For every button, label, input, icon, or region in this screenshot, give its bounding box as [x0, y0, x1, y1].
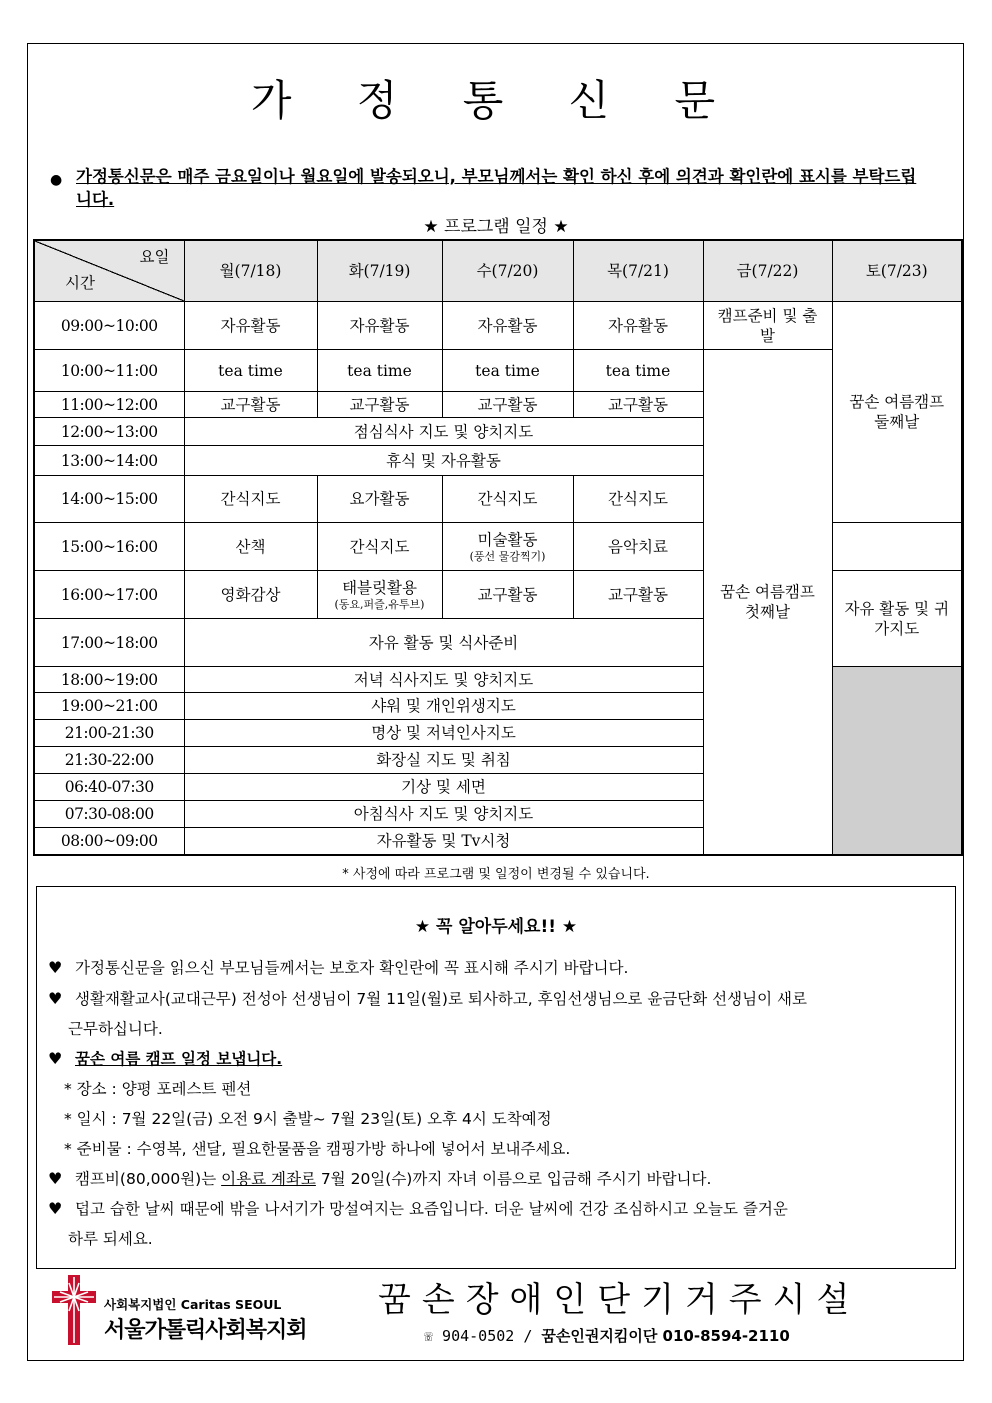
sat-empty-cell: [832, 523, 962, 571]
item-text: 덥고 습한 날씨 때문에 밖을 나서기가 망설여지는 요즘입니다. 더운 날씨에 건강 조심하시고 오늘도 즐거운: [75, 1200, 788, 1218]
time-cell: 21:30-22:00: [34, 747, 184, 774]
day-header: 목(7/21): [573, 240, 703, 302]
fee-text: 캠프비(80,000원)는: [75, 1170, 222, 1188]
activity-cell: 교구활동: [317, 392, 442, 418]
sat-camp-cell: 꿈손 여름캠프 둘째날: [832, 302, 962, 523]
activity-cell: 샤워 및 개인위생지도: [184, 693, 703, 720]
activity-cell: 간식지도: [442, 476, 573, 523]
day-header: 토(7/23): [832, 240, 962, 302]
activity-cell: 화장실 지도 및 취침: [184, 747, 703, 774]
schedule-title: ★ 프로그램 일정 ★: [423, 217, 569, 237]
contact-line: [424, 1325, 790, 1346]
gray-cell: [832, 667, 962, 855]
item-text: 생활재활교사(교대근무) 전성아 선생님이 7월 11일(월)로 퇴사하고, 후임선생님으로 윤금단화 선생님이 새로: [75, 990, 807, 1008]
heart-icon: ♥: [48, 958, 63, 977]
day-header: 금(7/22): [703, 240, 832, 302]
corner-time-label: 시간: [65, 274, 95, 292]
time-cell: 18:00~19:00: [34, 667, 184, 693]
list-item: [48, 1194, 948, 1254]
activity-cell: 자유활동: [317, 302, 442, 350]
heart-icon: ♥: [48, 989, 63, 1008]
activity-cell: 간식지도: [573, 476, 703, 523]
corner-day-label: 요일: [139, 248, 170, 266]
time-cell: 11:00~12:00: [34, 392, 184, 418]
fri-camp-cell: 꿈손 여름캠프 첫째날: [703, 350, 832, 855]
heart-icon: ♥: [48, 1049, 63, 1068]
activity-cell: 캠프준비 및 출발: [703, 302, 832, 350]
day-header: 수(7/20): [442, 240, 573, 302]
time-cell: 19:00~21:00: [34, 693, 184, 720]
activity-cell: 자유활동: [184, 302, 317, 350]
activity-cell: 자유활동: [573, 302, 703, 350]
time-cell: 09:00~10:00: [34, 302, 184, 350]
activity-cell: 간식지도: [317, 523, 442, 571]
activity-cell: 점심식사 지도 및 양치지도: [184, 418, 703, 446]
activity-cell: 산책: [184, 523, 317, 571]
time-cell: 15:00~16:00: [34, 523, 184, 571]
time-cell: 14:00~15:00: [34, 476, 184, 523]
camp-place: * 장소 : 양평 포레스트 펜션: [64, 1080, 252, 1098]
time-cell: 07:30-08:00: [34, 801, 184, 828]
activity-note: (풍선 물감찍기): [469, 549, 546, 563]
activity-cell: tea time: [573, 350, 703, 392]
schedule-table: [33, 239, 963, 856]
day-header: 월(7/18): [184, 240, 317, 302]
activity-cell: tea time: [184, 350, 317, 392]
activity-cell: 자유 활동 및 식사준비: [184, 619, 703, 667]
bullet-icon: ●: [50, 172, 63, 188]
item-text: 하루 되세요.: [68, 1230, 153, 1248]
activity-cell: 기상 및 세면: [184, 774, 703, 801]
time-cell: 13:00~14:00: [34, 446, 184, 476]
activity-cell: 교구활동: [573, 392, 703, 418]
activity-cell: 저녁 식사지도 및 양치지도: [184, 667, 703, 693]
fee-account: 이용료 계좌로: [221, 1170, 316, 1188]
time-cell: 06:40-07:30: [34, 774, 184, 801]
corner-cell: [34, 240, 184, 302]
activity-cell: 음악치료: [573, 523, 703, 571]
list-item: [48, 1164, 948, 1194]
time-cell: 16:00~17:00: [34, 571, 184, 619]
notice-list: [48, 953, 948, 1254]
activity-cell: 요가활동: [317, 476, 442, 523]
heart-icon: ♥: [48, 1199, 63, 1218]
activity-cell: 간식지도: [184, 476, 317, 523]
activity-cell: 교구활동: [442, 392, 573, 418]
page-title: 가 정 통 신 문: [250, 76, 742, 125]
caritas-logo: [52, 1273, 352, 1353]
activity-cell: 휴식 및 자유활동: [184, 446, 703, 476]
item-text: 가정통신문을 읽으신 부모님들께서는 보호자 확인란에 꼭 표시해 주시기 바랍니다.: [75, 959, 629, 977]
list-item: [48, 953, 948, 983]
sat-return-cell: 자유 활동 및 귀가지도: [832, 571, 962, 667]
activity-cell: 영화감상: [184, 571, 317, 619]
notice-box-title: ★ 꼭 알아두세요!! ★: [414, 917, 578, 937]
activity-cell: 자유활동: [442, 302, 573, 350]
activity-cell: 교구활동: [184, 392, 317, 418]
caritas-cross-icon: [52, 1275, 96, 1345]
list-item: [48, 1044, 948, 1164]
activity-cell: [442, 523, 573, 571]
activity-cell: tea time: [317, 350, 442, 392]
day-header: 화(7/19): [317, 240, 442, 302]
time-cell: 21:00-21:30: [34, 720, 184, 747]
rights-contact: 꿈손인권지킴이단 010-8594-2110: [541, 1327, 790, 1345]
list-item: [48, 984, 948, 1044]
item-text: 꿈손 여름 캠프 일정 보냅니다.: [75, 1050, 283, 1068]
time-cell: 12:00~13:00: [34, 418, 184, 446]
camp-date: * 일시 : 7월 22일(금) 오전 9시 출발~ 7월 23일(토) 오후 4시 도착예정: [64, 1110, 552, 1128]
camp-supplies: * 준비물 : 수영복, 샌달, 필요한물품을 캠핑가방 하나에 넣어서 보내주세요.: [64, 1140, 571, 1158]
item-text: 근무하십니다.: [68, 1020, 163, 1038]
schedule-footnote: * 사정에 따라 프로그램 및 일정이 변경될 수 있습니다.: [342, 867, 650, 882]
activity-text: 미술활동: [477, 530, 538, 549]
heart-icon: ♥: [48, 1169, 63, 1188]
activity-cell: [317, 571, 442, 619]
activity-cell: 교구활동: [442, 571, 573, 619]
time-cell: 17:00~18:00: [34, 619, 184, 667]
time-cell: 08:00~09:00: [34, 828, 184, 855]
fee-deadline: 7월 20일(수)까지 자녀 이름으로 입금해 주시기 바랍니다.: [315, 1170, 712, 1188]
organization-name: 꿈손장애인단기거주시설: [378, 1280, 861, 1320]
time-cell: 10:00~11:00: [34, 350, 184, 392]
logo-line2: 서울가톨릭사회복지회: [104, 1318, 307, 1343]
notice: [50, 165, 930, 211]
logo-line1: 사회복지법인 Caritas SEOUL: [104, 1297, 282, 1312]
phone-number: ☏ 904-0502 /: [424, 1327, 533, 1345]
activity-cell: tea time: [442, 350, 573, 392]
item-text: [75, 1164, 948, 1194]
activity-cell: 아침식사 지도 및 양치지도: [184, 801, 703, 828]
notice-text: 가정통신문은 매주 금요일이나 월요일에 발송되오니, 부모님께서는 확인 하신 후에 의견과 확인란에 표시를 부탁드립니다.: [76, 167, 917, 209]
activity-text: 태블릿활용: [342, 578, 417, 597]
activity-cell: 명상 및 저녁인사지도: [184, 720, 703, 747]
activity-note: (동요,퍼즐,유투브): [334, 597, 425, 611]
activity-cell: 교구활동: [573, 571, 703, 619]
activity-cell: 자유활동 및 Tv시청: [184, 828, 703, 855]
